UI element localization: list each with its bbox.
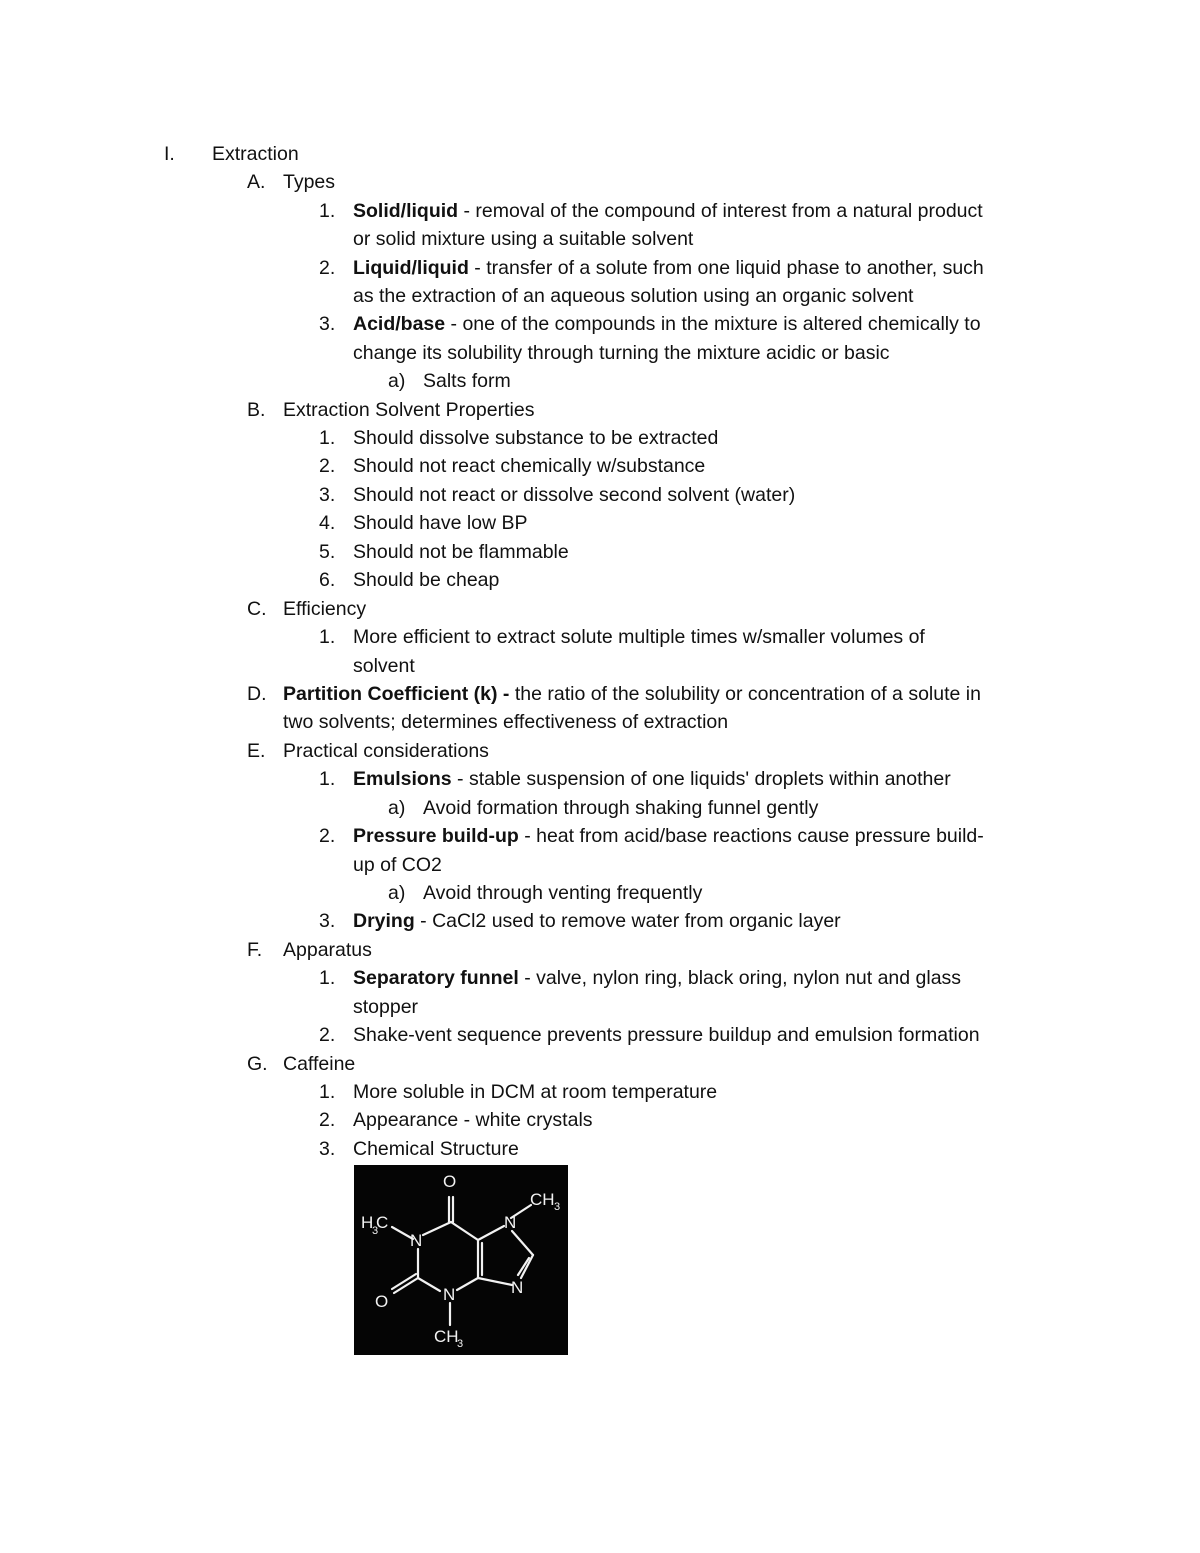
atom-label: H	[361, 1213, 374, 1232]
outline-marker: 1.	[319, 1081, 336, 1103]
outline-marker: 1.	[319, 427, 336, 449]
bond	[512, 1231, 533, 1255]
item-text: Should not be flammable	[353, 541, 569, 563]
item-text: More soluble in DCM at room temperature	[353, 1081, 718, 1103]
atom-label: N	[410, 1231, 423, 1250]
item-text: Should not react chemically w/substance	[353, 455, 706, 477]
outline-marker: I.	[164, 143, 175, 165]
subsection-title: Types	[283, 171, 336, 193]
item-text: Should not react or dissolve second solvent (water)	[353, 484, 796, 506]
atom-label: O	[443, 1172, 457, 1191]
term: Drying	[353, 910, 415, 932]
outline-marker: E.	[247, 740, 266, 762]
item-text: Should dissolve substance to be extracted	[353, 427, 719, 449]
definition: change its solubility through turning the mixture acidic or basic	[353, 342, 890, 364]
definition: - valve, nylon ring, black oring, nylon nut and glass	[518, 967, 962, 989]
subsection-title: Apparatus	[283, 939, 372, 961]
atom-label: C	[376, 1213, 389, 1232]
bond	[423, 1222, 451, 1235]
bond	[478, 1278, 512, 1285]
outline-marker: A.	[247, 171, 266, 193]
bond	[478, 1226, 504, 1240]
outline-marker: 6.	[319, 569, 336, 591]
outline-marker: 3.	[319, 313, 336, 335]
subsection-title: Practical considerations	[283, 740, 489, 762]
term: Liquid/liquid	[353, 257, 469, 279]
outline-marker: G.	[247, 1053, 268, 1075]
item-text: Chemical Structure	[353, 1138, 519, 1160]
outline-marker: a)	[388, 882, 406, 904]
outline-marker: a)	[388, 370, 406, 392]
outline-marker: 2.	[319, 257, 336, 279]
item-text: Appearance - white crystals	[353, 1109, 593, 1131]
subsection-title: Caffeine	[283, 1053, 356, 1075]
definition: - CaCl2 used to remove water from organic layer	[414, 910, 841, 932]
term: Solid/liquid	[353, 200, 459, 222]
outline-marker: B.	[247, 399, 266, 421]
outline-marker: 3.	[319, 910, 336, 932]
atom-label: N	[443, 1285, 456, 1304]
atom-label: N	[504, 1213, 517, 1232]
item-text: Should have low BP	[353, 512, 528, 534]
outline-marker: 2.	[319, 1024, 336, 1046]
definition: - one of the compounds in the mixture is altered chemically to	[445, 313, 981, 335]
outline-marker: a)	[388, 797, 406, 819]
outline-marker: 5.	[319, 541, 336, 563]
atom-label: CH	[530, 1190, 555, 1209]
definition: - transfer of a solute from one liquid phase to another, such	[468, 257, 984, 279]
atom-label: 3	[554, 1201, 561, 1213]
outline-marker: 2.	[319, 455, 336, 477]
term: Emulsions	[353, 768, 452, 790]
definition: two solvents; determines effectiveness of extraction	[283, 711, 729, 733]
item-text: solvent	[353, 655, 415, 677]
term: Partition Coefficient (k) -	[283, 683, 510, 705]
item-text: Avoid through venting frequently	[423, 882, 703, 904]
outline-marker: 1.	[319, 200, 336, 222]
item-text: More efficient to extract solute multiple times w/smaller volumes of	[353, 626, 925, 648]
item-text: Shake-vent sequence prevents pressure buildup and emulsion formation	[353, 1024, 980, 1046]
bond	[451, 1222, 478, 1240]
term: Pressure build-up	[353, 825, 519, 847]
outline-marker: 2.	[319, 1109, 336, 1131]
subsection-title: Efficiency	[283, 598, 367, 620]
atom-label: CH	[434, 1327, 459, 1346]
atom-label: 3	[457, 1338, 464, 1350]
outline-marker: 1.	[319, 768, 336, 790]
item-text: Salts form	[423, 370, 511, 392]
definition: stopper	[353, 996, 419, 1018]
outline-marker: 3.	[319, 1138, 336, 1160]
outline-marker: 4.	[319, 512, 336, 534]
definition: the ratio of the solubility or concentration of a solute in	[509, 683, 981, 705]
definition: up of CO2	[353, 854, 442, 876]
outline-marker: 2.	[319, 825, 336, 847]
bond	[418, 1278, 440, 1291]
term: Separatory funnel	[353, 967, 519, 989]
definition: - heat from acid/base reactions cause pressure build-	[518, 825, 984, 847]
definition: or solid mixture using a suitable solvent	[353, 228, 694, 250]
item-text: Should be cheap	[353, 569, 500, 591]
outline-marker: C.	[247, 598, 267, 620]
bond	[457, 1278, 478, 1290]
outline-marker: D.	[247, 683, 267, 705]
term: Acid/base	[353, 313, 446, 335]
definition: - removal of the compound of interest from a natural product	[458, 200, 983, 222]
definition: as the extraction of an aqueous solution using an organic solvent	[353, 285, 914, 307]
outline-marker: F.	[247, 939, 263, 961]
outline-marker: 1.	[319, 626, 336, 648]
definition: - stable suspension of one liquids' droplets within another	[451, 768, 951, 790]
outline-marker: 1.	[319, 967, 336, 989]
subsection-title: Extraction Solvent Properties	[283, 399, 535, 421]
atom-label: N	[511, 1278, 524, 1297]
item-text: Avoid formation through shaking funnel gently	[423, 797, 819, 819]
atom-label: O	[375, 1292, 389, 1311]
atom-label: 3	[372, 1225, 379, 1237]
section-title: Extraction	[212, 143, 299, 165]
outline-marker: 3.	[319, 484, 336, 506]
caffeine-structure-drawing	[354, 1165, 568, 1355]
caffeine-structure-image	[354, 1165, 568, 1355]
